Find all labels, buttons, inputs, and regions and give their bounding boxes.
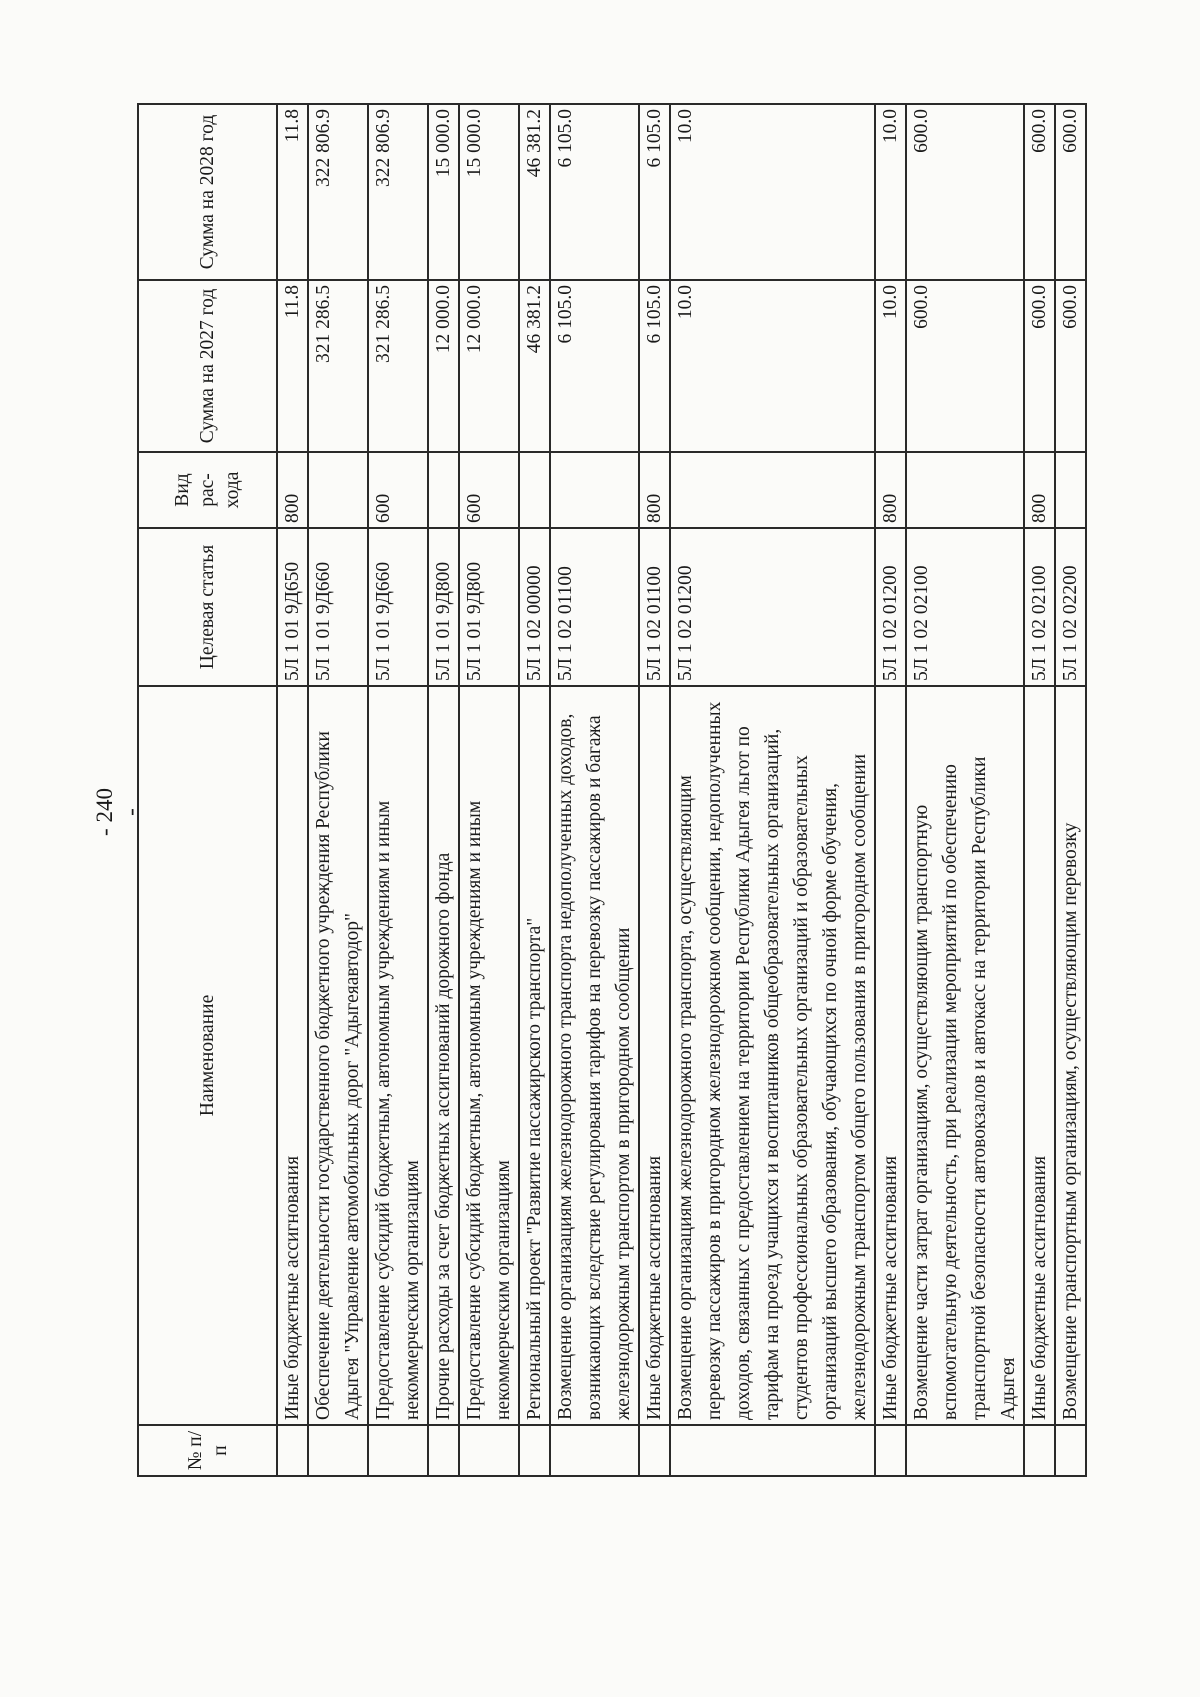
header-num: № п/п — [138, 1425, 277, 1476]
cell-sum-2027: 11.8 — [277, 280, 308, 452]
table-row — [519, 104, 550, 1476]
table-row — [670, 104, 875, 1476]
cell-name: Возмещение организациям железнодорожного транспорта, осуществляющим перевозку пассажиров в пригородном железнодорожном сообщении, недополученных доходов, связанных с предоставлением на территории Республики Адыгея льгот по тарифам на проезд учащихся и воспитанников общеобразовательных организаций, студентов профессиональных образовательных организаций и образовательных организаций высшего образования, обучающихся по очной форме обучения, железнодорожным транспортом общего пользования в пригородном сообщении — [670, 686, 875, 1425]
cell-sum-2028: 322 806.9 — [308, 104, 368, 280]
cell-sum-2027: 10.0 — [875, 280, 906, 452]
table-row — [1024, 104, 1055, 1476]
cell-article: 5Л 1 02 01200 — [875, 528, 906, 686]
cell-sum-2028: 322 806.9 — [368, 104, 428, 280]
cell-num — [875, 1425, 906, 1476]
cell-article: 5Л 1 02 01200 — [670, 528, 875, 686]
cell-vid: 800 — [875, 452, 906, 528]
cell-name: Предоставление субсидий бюджетным, автономным учреждениям и иным некоммерческим организациям — [459, 686, 519, 1425]
table-row — [875, 104, 906, 1476]
table-row — [550, 104, 639, 1476]
cell-num — [277, 1425, 308, 1476]
cell-name: Возмещение транспортным организациям, осуществляющим перевозку — [1055, 686, 1086, 1425]
header-sum-2028: Сумма на 2028 год — [138, 104, 277, 280]
cell-vid — [428, 452, 459, 528]
cell-article: 5Л 1 02 01100 — [639, 528, 670, 686]
cell-vid — [519, 452, 550, 528]
cell-num — [906, 1425, 1024, 1476]
cell-sum-2027: 6 105.0 — [639, 280, 670, 452]
cell-article: 5Л 1 01 9Д800 — [428, 528, 459, 686]
cell-sum-2028: 10.0 — [670, 104, 875, 280]
header-row — [138, 104, 277, 1476]
table-row — [639, 104, 670, 1476]
cell-article: 5Л 1 01 9Д660 — [308, 528, 368, 686]
cell-num — [519, 1425, 550, 1476]
cell-name: Иные бюджетные ассигнования — [875, 686, 906, 1425]
cell-sum-2027: 46 381.2 — [519, 280, 550, 452]
budget-table-container — [137, 105, 1081, 1477]
cell-article: 5Л 1 02 02100 — [1024, 528, 1055, 686]
cell-num — [1055, 1425, 1086, 1476]
cell-sum-2028: 15 000.0 — [428, 104, 459, 280]
cell-article: 5Л 1 01 9Д660 — [368, 528, 428, 686]
table-row — [277, 104, 308, 1476]
cell-name: Иные бюджетные ассигнования — [1024, 686, 1055, 1425]
cell-vid — [906, 452, 1024, 528]
cell-num — [550, 1425, 639, 1476]
budget-table — [137, 103, 1087, 1477]
cell-sum-2028: 10.0 — [875, 104, 906, 280]
table-row — [906, 104, 1024, 1476]
cell-num — [459, 1425, 519, 1476]
cell-num — [639, 1425, 670, 1476]
cell-sum-2027: 600.0 — [1024, 280, 1055, 452]
cell-name: Предоставление субсидий бюджетным, автономным учреждениям и иным некоммерческим организациям — [368, 686, 428, 1425]
table-row — [459, 104, 519, 1476]
cell-vid — [308, 452, 368, 528]
cell-sum-2027: 600.0 — [1055, 280, 1086, 452]
cell-sum-2028: 6 105.0 — [550, 104, 639, 280]
cell-sum-2028: 600.0 — [906, 104, 1024, 280]
cell-article: 5Л 1 02 02200 — [1055, 528, 1086, 686]
cell-vid — [670, 452, 875, 528]
table-row — [308, 104, 368, 1476]
cell-num — [670, 1425, 875, 1476]
cell-name: Региональный проект "Развитие пассажирского транспорта" — [519, 686, 550, 1425]
cell-article: 5Л 1 01 9Д650 — [277, 528, 308, 686]
cell-article: 5Л 1 02 00000 — [519, 528, 550, 686]
cell-sum-2028: 600.0 — [1055, 104, 1086, 280]
cell-name: Возмещение организациям железнодорожного транспорта недополученных доходов, возникающих вследствие регулирования тарифов на перевозку пассажиров и багажа железнодорожным транспортом в пригородном сообщении — [550, 686, 639, 1425]
cell-name: Иные бюджетные ассигнования — [277, 686, 308, 1425]
cell-sum-2027: 321 286.5 — [368, 280, 428, 452]
header-article: Целевая статья — [138, 528, 277, 686]
cell-vid: 600 — [368, 452, 428, 528]
cell-num — [368, 1425, 428, 1476]
cell-vid — [1055, 452, 1086, 528]
header-sum-2027: Сумма на 2027 год — [138, 280, 277, 452]
page-number: - 240 - — [92, 788, 143, 836]
cell-sum-2028: 46 381.2 — [519, 104, 550, 280]
cell-sum-2027: 12 000.0 — [428, 280, 459, 452]
table-row — [368, 104, 428, 1476]
cell-vid: 800 — [639, 452, 670, 528]
cell-sum-2027: 12 000.0 — [459, 280, 519, 452]
cell-sum-2028: 6 105.0 — [639, 104, 670, 280]
cell-sum-2027: 321 286.5 — [308, 280, 368, 452]
header-name: Наименование — [138, 686, 277, 1425]
cell-name: Возмещение части затрат организациям, осуществляющим транспортную вспомогательную деятельность, при реализации мероприятий по обеспечению транспортной безопасности автовокзалов и автокасс на территории Республики Адыгея — [906, 686, 1024, 1425]
cell-sum-2027: 6 105.0 — [550, 280, 639, 452]
cell-num — [428, 1425, 459, 1476]
cell-num — [308, 1425, 368, 1476]
cell-sum-2027: 10.0 — [670, 280, 875, 452]
cell-vid: 800 — [1024, 452, 1055, 528]
table-row — [1055, 104, 1086, 1476]
cell-num — [1024, 1425, 1055, 1476]
cell-sum-2028: 11.8 — [277, 104, 308, 280]
cell-name: Иные бюджетные ассигнования — [639, 686, 670, 1425]
cell-sum-2028: 600.0 — [1024, 104, 1055, 280]
cell-name: Обеспечение деятельности государственного бюджетного учреждения Республики Адыгея "Управление автомобильных дорог "Адыгеяавтодор" — [308, 686, 368, 1425]
table-row — [428, 104, 459, 1476]
cell-sum-2027: 600.0 — [906, 280, 1024, 452]
cell-vid: 600 — [459, 452, 519, 528]
cell-article: 5Л 1 02 01100 — [550, 528, 639, 686]
cell-article: 5Л 1 01 9Д800 — [459, 528, 519, 686]
cell-sum-2028: 15 000.0 — [459, 104, 519, 280]
cell-vid: 800 — [277, 452, 308, 528]
cell-name: Прочие расходы за счет бюджетных ассигнований дорожного фонда — [428, 686, 459, 1425]
cell-article: 5Л 1 02 02100 — [906, 528, 1024, 686]
cell-vid — [550, 452, 639, 528]
header-vid: Вид рас-хода — [138, 452, 277, 528]
